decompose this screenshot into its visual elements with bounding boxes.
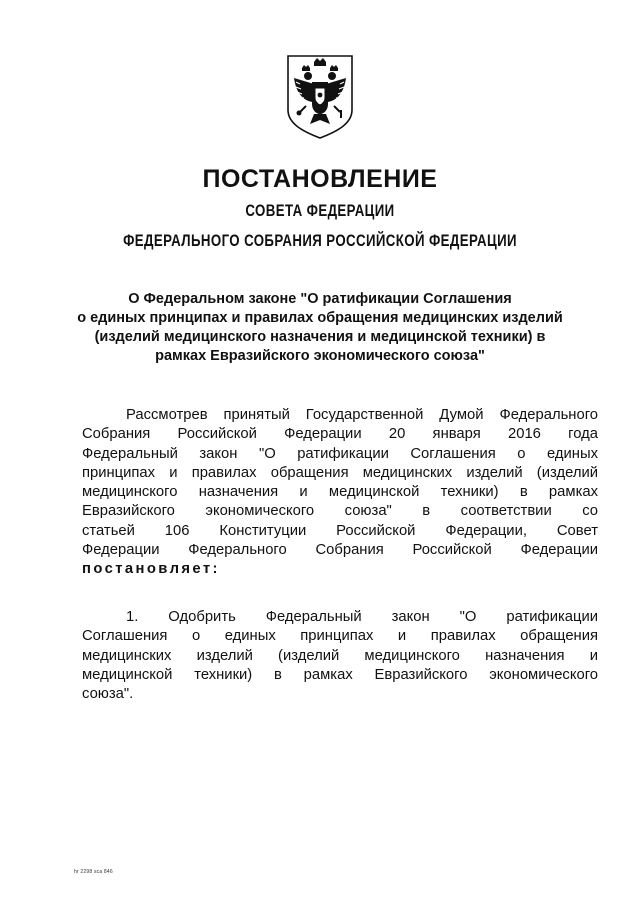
body-line: медицинского назначения и медицинской техники) в рамках (82, 484, 598, 501)
body-line: принципах и правилах обращения медицинских изделий (изделий (82, 464, 598, 481)
body-line: медицинской техники) в рамках Евразийского экономического (82, 666, 598, 683)
issuer-line-1: СОВЕТА ФЕДЕРАЦИИ (245, 201, 395, 220)
body-line: Рассмотрев принятый Государственной Думой Федерального (126, 407, 598, 423)
body-line: медицинских изделий (изделий медицинского назначения и (82, 647, 598, 664)
body-line: 1. Одобрить Федеральный закон "О ратификации (126, 609, 598, 625)
subject-line: (изделий медицинского назначения и медицинской техники) в (94, 329, 546, 345)
subject-line: О Федеральном законе "О ратификации Соглашения (128, 291, 512, 307)
body-line: Федеральный закон "О ратификации Соглашения о единых (82, 445, 598, 462)
subject-line: рамках Евразийского экономического союза" (155, 348, 485, 364)
body-line: Собрания Российской Федерации 20 января 2016 года (82, 426, 598, 443)
resolution-item-1 (82, 608, 598, 704)
issuer-line-2: ФЕДЕРАЛЬНОГО СОБРАНИЯ РОССИЙСКОЙ ФЕДЕРАЦИИ (123, 231, 517, 250)
body-line: Соглашения о единых принципах и правилах обращения (82, 628, 598, 645)
resolution-subject (60, 290, 580, 366)
body-line: Евразийского экономического союза" в соответствии со (82, 503, 598, 520)
resolves-keyword: постановляет: (82, 561, 220, 578)
body-line: статьей 106 Конституции Российской Федерации, Совет (82, 522, 598, 539)
document-title: ПОСТАНОВЛЕНИЕ (202, 165, 438, 193)
document-code: hr 2298 sca 846 (74, 869, 113, 875)
body-line: союза". (82, 686, 134, 703)
preamble-paragraph (82, 406, 598, 580)
subject-line: о единых принципах и правилах обращения медицинских изделий (77, 310, 563, 326)
russian-coat-of-arms-icon (284, 52, 356, 140)
body-line: Федерации Федерального Собрания Российской Федерации (82, 542, 598, 559)
